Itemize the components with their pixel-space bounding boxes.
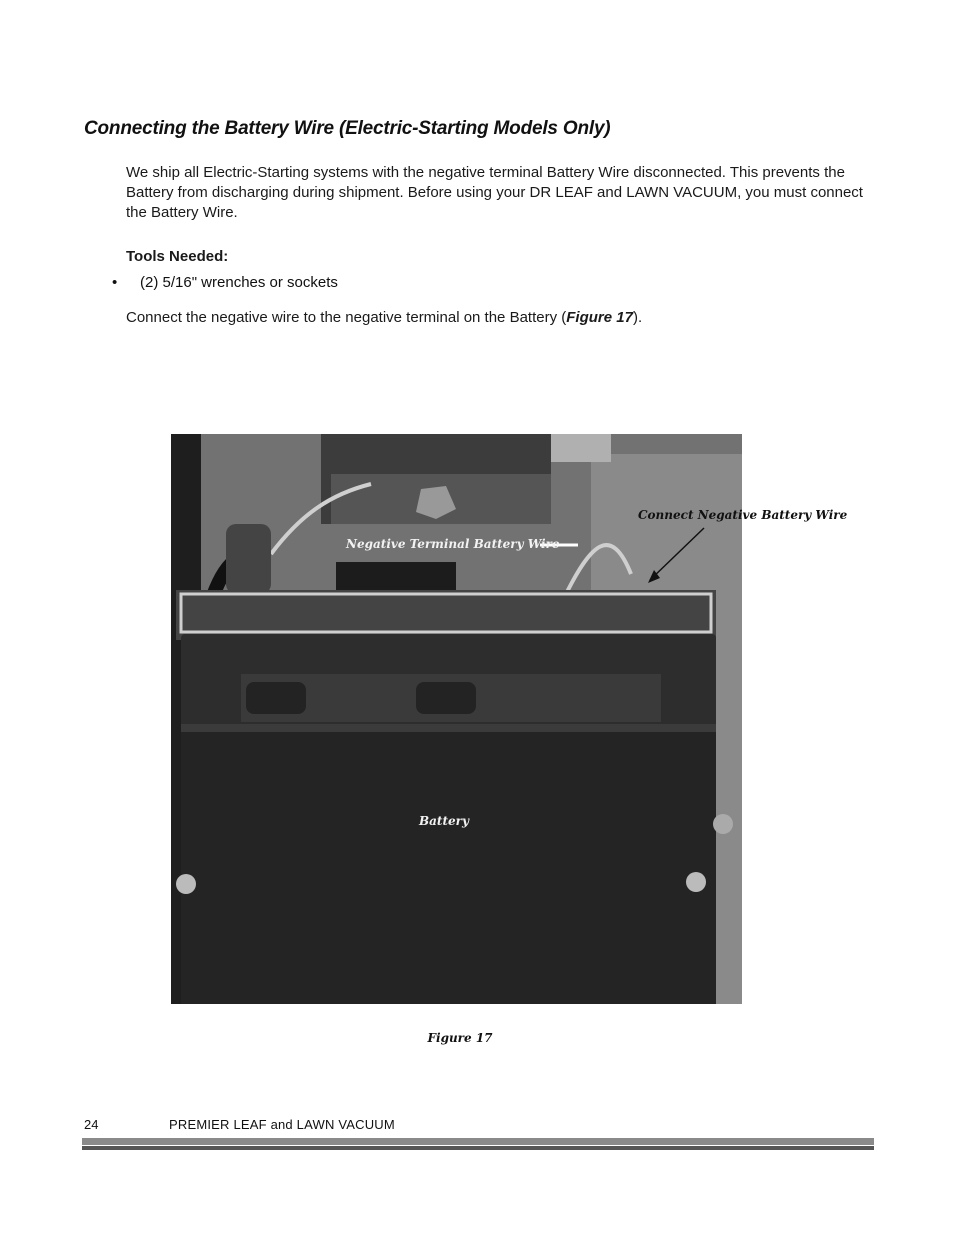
- page-number: 24: [84, 1117, 99, 1132]
- battery-label: Battery: [419, 814, 469, 828]
- connect-wire-label: Connect Negative Battery Wire: [638, 508, 848, 522]
- footer-title: PREMIER LEAF and LAWN VACUUM: [169, 1117, 395, 1132]
- tool-text: (2) 5/16" wrenches or sockets: [140, 274, 338, 291]
- section-heading: Connecting the Battery Wire (Electric-Starting Models Only): [84, 118, 611, 139]
- tools-needed-title: Tools Needed:: [126, 248, 229, 265]
- bullet-icon: •: [112, 274, 118, 291]
- connect-text-after: ).: [632, 309, 643, 326]
- intro-paragraph: We ship all Electric-Starting systems with the negative terminal Battery Wire disconnected. This prevents the Battery from discharging during shipment. Before using your DR LEAF and LAWN VACUUM, you must connect the Battery Wire.: [126, 164, 863, 221]
- connect-text-before: Connect the negative wire to the negative terminal on the Battery (: [126, 309, 567, 326]
- footer-rule: [82, 1138, 874, 1150]
- negative-wire-label: Negative Terminal Battery Wire: [346, 537, 560, 551]
- figure-reference: Figure 17: [566, 309, 633, 326]
- figure-caption: Figure 17: [427, 1031, 493, 1045]
